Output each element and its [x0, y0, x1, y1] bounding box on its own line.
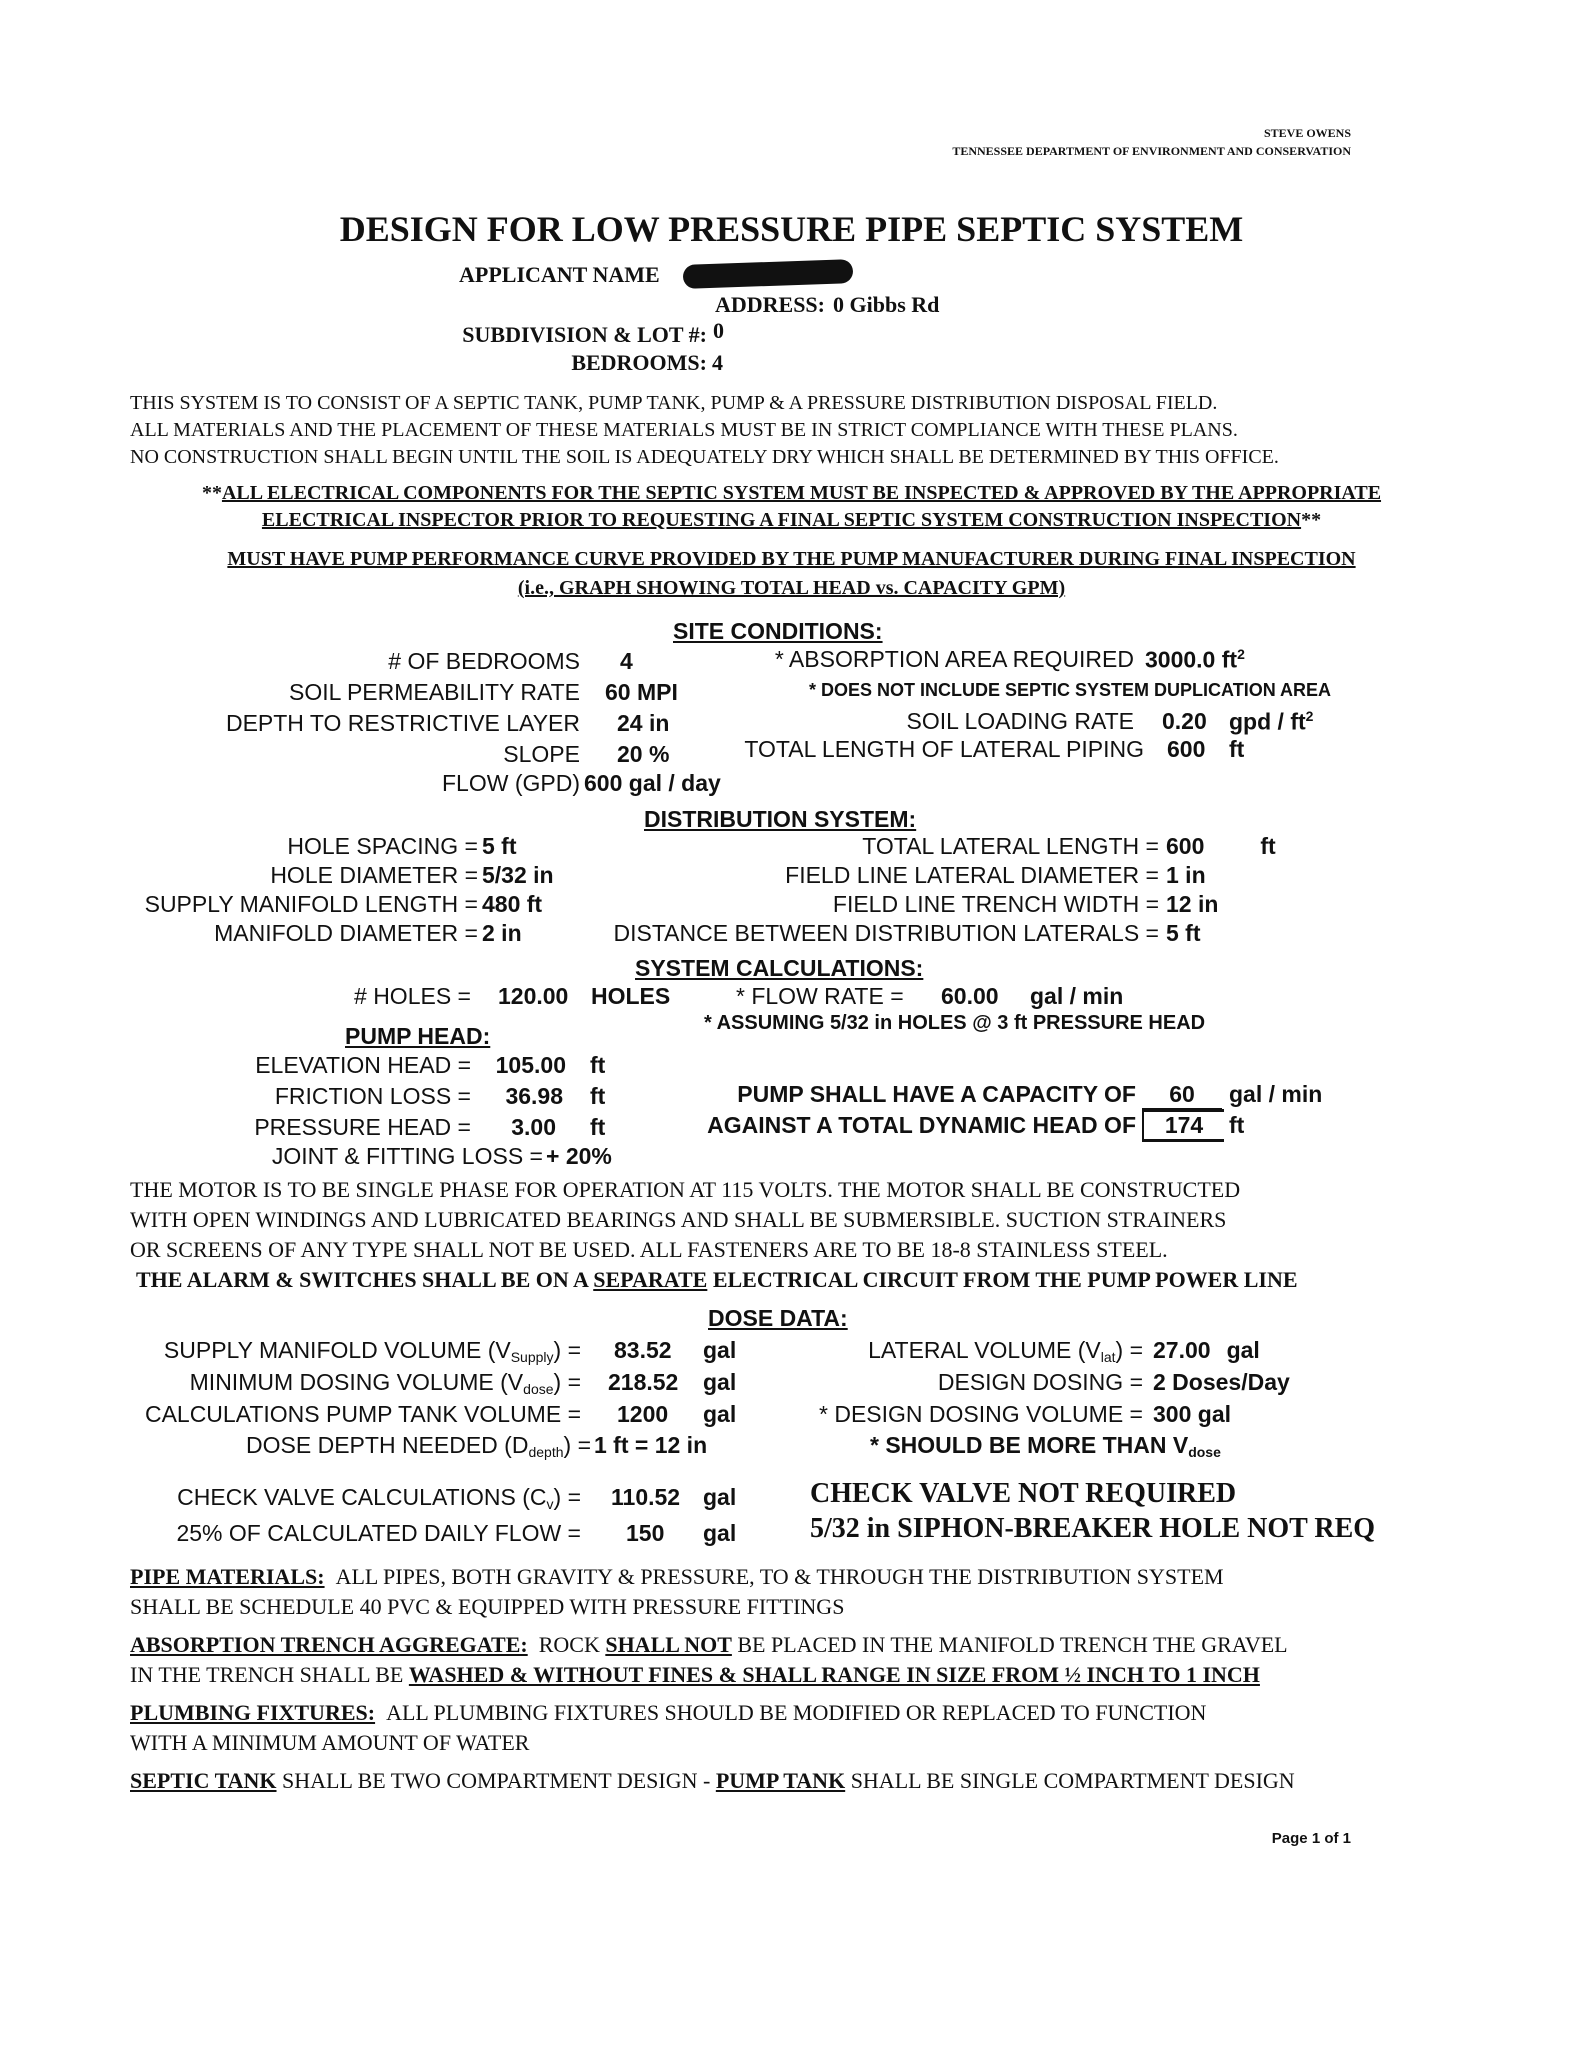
- manifold-diameter-value: 2 in: [482, 920, 522, 946]
- friction-loss-value: 36.98: [505, 1083, 563, 1109]
- trench-width-label: FIELD LINE TRENCH WIDTH =: [832, 891, 1159, 917]
- flow-rate-value: 60.00: [941, 983, 999, 1009]
- distribution-values-left: [482, 832, 554, 948]
- pump-head-units: [590, 1050, 605, 1143]
- hole-diameter-value: 5/32 in: [482, 862, 554, 888]
- lateral-piping-value: 600: [1167, 736, 1206, 762]
- pressure-head-label: PRESSURE HEAD =: [254, 1114, 471, 1140]
- check-valve-calc-value: 110.52: [611, 1484, 681, 1510]
- flow-value: 600 gal / day: [584, 770, 721, 796]
- plumbing-line2: WITH A MINIMUM AMOUNT OF WATER: [130, 1730, 530, 1755]
- official-name: STEVE OWENS: [1263, 126, 1351, 140]
- aggregate-line1: ABSORPTION TRENCH AGGREGATE: ROCK SHALL NOT BE PLACED IN THE MANIFOLD TRENCH THE GRAVEL: [130, 1632, 1288, 1657]
- supply-volume-unit: gal: [703, 1337, 737, 1363]
- electrical-notice-line2: ELECTRICAL INSPECTOR PRIOR TO REQUESTING A FINAL SEPTIC SYSTEM CONSTRUCTION INSPECTION**: [261, 509, 1322, 531]
- siphon-breaker-result: 5/32 in SIPHON-BREAKER HOLE NOT REQ: [810, 1513, 1376, 1544]
- hole-spacing-label: HOLE SPACING =: [287, 833, 478, 859]
- distribution-labels-right: [614, 832, 1160, 948]
- lateral-piping-label: TOTAL LENGTH OF LATERAL PIPING: [744, 736, 1144, 762]
- dose-depth-label: DOSE DEPTH NEEDED $(D_{depth})$ =: [246, 1432, 591, 1460]
- daily-flow-label: 25% OF CALCULATED DAILY FLOW =: [176, 1520, 581, 1546]
- manifold-diameter-label: MANIFOLD DIAMETER =: [214, 920, 478, 946]
- capacity-label: PUMP SHALL HAVE A CAPACITY OF: [737, 1081, 1136, 1107]
- bedrooms-label: BEDROOMS:: [571, 350, 707, 375]
- hole-spacing-value: 5 ft: [482, 833, 517, 859]
- lateral-piping-unit: ft: [1229, 736, 1245, 762]
- applicant-name-label: APPLICANT NAME: [459, 262, 660, 287]
- lateral-diameter-label: FIELD LINE LATERAL DIAMETER =: [785, 862, 1159, 888]
- supply-volume-value: 83.52: [614, 1337, 672, 1363]
- manifold-length-label: SUPPLY MANIFOLD LENGTH =: [144, 891, 478, 917]
- alarm-notice: THE ALARM & SWITCHES SHALL BE ON A SEPARATE ELECTRICAL CIRCUIT FROM THE PUMP POWER LINE: [136, 1267, 1298, 1292]
- restrictive-depth-label: DEPTH TO RESTRICTIVE LAYER: [225, 710, 580, 736]
- pump-tank-volume-value: 1200: [617, 1401, 669, 1427]
- motor-line: OR SCREENS OF ANY TYPE SHALL NOT BE USED. ALL FASTENERS ARE TO BE 18-8 STAINLESS STEEL.: [130, 1237, 1168, 1262]
- tank-design-line: SEPTIC TANK SHALL BE TWO COMPARTMENT DESIGN - PUMP TANK SHALL BE SINGLE COMPARTMENT DESIGN: [130, 1768, 1295, 1793]
- duplication-note: * DOES NOT INCLUDE SEPTIC SYSTEM DUPLICATION AREA: [809, 680, 1332, 700]
- flow-rate-label: * FLOW RATE =: [736, 983, 904, 1009]
- holes-label: # HOLES =: [354, 983, 471, 1009]
- pump-head-values: [496, 1050, 566, 1143]
- min-dosing-value: 218.52: [608, 1369, 679, 1395]
- soil-permeability-label: SOIL PERMEABILITY RATE: [289, 679, 580, 705]
- distribution-heading: DISTRIBUTION SYSTEM:: [644, 806, 917, 832]
- aggregate-line2: IN THE TRENCH SHALL BE WASHED & WITHOUT FINES & SHALL RANGE IN SIZE FROM ½ INCH TO 1 INCH: [130, 1662, 1260, 1687]
- intro-line: ALL MATERIALS AND THE PLACEMENT OF THESE MATERIALS MUST BE IN STRICT COMPLIANCE WITH THESE PLANS.: [130, 419, 1238, 441]
- capacity-value: 60: [1142, 1081, 1222, 1111]
- system-calc-heading: SYSTEM CALCULATIONS:: [635, 955, 924, 981]
- should-exceed-note: * SHOULD BE MORE THAN $V_{dose}$: [870, 1432, 1221, 1460]
- motor-line: THE MOTOR IS TO BE SINGLE PHASE FOR OPERATION AT 115 VOLTS. THE MOTOR SHALL BE CONSTRUCTED: [130, 1177, 1241, 1202]
- page-number: Page 1 of 1: [1271, 1830, 1351, 1847]
- pump-head-labels: [254, 1050, 471, 1143]
- min-dosing-unit: gal: [703, 1369, 737, 1395]
- soil-loading-unit: gpd / $ft^2$: [1229, 708, 1314, 735]
- distribution-values-right: [1166, 832, 1276, 948]
- lateral-distance-value: 5 ft: [1166, 920, 1201, 946]
- holes-value: 120.00: [498, 983, 569, 1009]
- design-dosing-value: 2 Doses/Day: [1153, 1369, 1290, 1395]
- page-title: DESIGN FOR LOW PRESSURE PIPE SEPTIC SYSTEM: [339, 209, 1244, 249]
- min-dosing-label: MINIMUM DOSING VOLUME $(V_{dose})$ =: [189, 1369, 581, 1397]
- total-lateral-label: TOTAL LATERAL LENGTH =: [862, 833, 1159, 859]
- dose-depth-value: 1 ft = 12 in: [594, 1432, 708, 1458]
- soil-loading-value: 0.20: [1162, 708, 1207, 734]
- bedrooms-value: 4: [712, 350, 723, 375]
- elevation-head-label: ELEVATION HEAD =: [255, 1052, 471, 1078]
- site-labels-left: [226, 646, 580, 770]
- joint-loss-label: JOINT & FITTING LOSS =: [271, 1143, 543, 1169]
- plumbing-line1: PLUMBING FIXTURES: ALL PLUMBING FIXTURES SHOULD BE MODIFIED OR REPLACED TO FUNCTION: [130, 1700, 1207, 1725]
- pressure-head-value: 3.00: [511, 1114, 556, 1140]
- lateral-volume-label: LATERAL VOLUME $(V_{lat})$ =: [868, 1337, 1143, 1365]
- pump-tank-volume-label: CALCULATIONS PUMP TANK VOLUME =: [144, 1401, 581, 1427]
- pump-curve-note: (i.e., GRAPH SHOWING TOTAL HEAD vs. CAPACITY GPM): [517, 577, 1066, 599]
- pipe-materials-line1: PIPE MATERIALS: ALL PIPES, BOTH GRAVITY & PRESSURE, TO & THROUGH THE DISTRIBUTION SYSTEM: [130, 1564, 1224, 1589]
- manifold-length-value: 480 ft: [482, 891, 543, 917]
- address-label: ADDRESS:: [714, 292, 825, 317]
- distribution-labels-left: [145, 832, 478, 948]
- tdh-unit: ft: [1229, 1112, 1245, 1138]
- lateral-diameter-value: 1 in: [1166, 862, 1206, 888]
- electrical-notice-line1: **ALL ELECTRICAL COMPONENTS FOR THE SEPTIC SYSTEM MUST BE INSPECTED & APPROVED BY THE APPROPRIATE: [201, 482, 1382, 504]
- tdh-label: AGAINST A TOTAL DYNAMIC HEAD OF: [707, 1112, 1136, 1138]
- intro-line: THIS SYSTEM IS TO CONSIST OF A SEPTIC TANK, PUMP TANK, PUMP & A PRESSURE DISTRIBUTION DISPOSAL FIELD.: [130, 392, 1218, 414]
- motor-line: WITH OPEN WINDINGS AND LUBRICATED BEARINGS AND SHALL BE SUBMERSIBLE. SUCTION STRAINERS: [130, 1207, 1227, 1232]
- trench-width-value: 12 in: [1166, 891, 1219, 917]
- slope-value: 20 %: [617, 741, 670, 767]
- dose-data-heading: DOSE DATA:: [708, 1305, 848, 1331]
- department-name: TENNESSEE DEPARTMENT OF ENVIRONMENT AND CONSERVATION: [952, 144, 1351, 158]
- check-valve-calc-label: CHECK VALVE CALCULATIONS $(C_v)$ =: [177, 1484, 581, 1512]
- bedrooms-count-label: # OF BEDROOMS: [388, 648, 580, 674]
- pump-head-heading: PUMP HEAD:: [345, 1023, 491, 1049]
- friction-loss-label: FRICTION LOSS =: [274, 1083, 471, 1109]
- holes-unit: HOLES: [591, 983, 671, 1009]
- pump-tank-volume-unit: gal: [703, 1401, 737, 1427]
- supply-volume-label: SUPPLY MANIFOLD VOLUME $(V_{Supply})$ =: [163, 1337, 581, 1365]
- lateral-distance-label: DISTANCE BETWEEN DISTRIBUTION LATERALS =: [613, 920, 1159, 946]
- tdh-value: 174: [1142, 1109, 1224, 1142]
- absorption-area-label: * ABSORPTION AREA REQUIRED: [774, 646, 1134, 672]
- hole-diameter-label: HOLE DIAMETER =: [270, 862, 478, 888]
- pressure-head-unit: ft: [590, 1114, 606, 1140]
- intro-line: NO CONSTRUCTION SHALL BEGIN UNTIL THE SOIL IS ADEQUATELY DRY WHICH SHALL BE DETERMINED BY THIS OFFICE.: [130, 446, 1279, 468]
- redaction-bar: [683, 259, 854, 289]
- absorption-area-value: 3000.0 $ft^2$: [1145, 646, 1245, 673]
- subdivision-value: 0: [713, 318, 724, 343]
- flow-assumption-note: * ASSUMING 5/32 in HOLES @ 3 ft PRESSURE HEAD: [704, 1012, 1206, 1034]
- elevation-head-value: 105.00: [495, 1052, 566, 1078]
- pipe-materials-line2: SHALL BE SCHEDULE 40 PVC & EQUIPPED WITH PRESSURE FITTINGS: [130, 1594, 845, 1619]
- elevation-head-unit: ft: [590, 1052, 606, 1078]
- restrictive-depth-value: 24 in: [617, 710, 670, 736]
- design-dosing-label: DESIGN DOSING =: [937, 1369, 1143, 1395]
- address-value: 0 Gibbs Rd: [833, 292, 940, 317]
- daily-flow-value: 150: [626, 1520, 665, 1546]
- subdivision-label: SUBDIVISION & LOT #:: [462, 322, 707, 347]
- flow-label: FLOW (GPD): [442, 770, 580, 796]
- capacity-unit: gal / min: [1229, 1081, 1323, 1107]
- daily-flow-unit: gal: [703, 1520, 737, 1546]
- soil-permeability-value: 60 MPI: [605, 679, 678, 705]
- bedrooms-count-value: 4: [620, 648, 633, 674]
- design-volume-value: 300 gal: [1153, 1401, 1231, 1427]
- site-conditions-heading: SITE CONDITIONS:: [673, 618, 883, 644]
- joint-loss-value: + 20%: [546, 1143, 612, 1169]
- total-lateral-value: 600 ft: [1166, 833, 1276, 859]
- lateral-volume-value: 27.00 gal: [1153, 1337, 1260, 1363]
- check-valve-result: CHECK VALVE NOT REQUIRED: [810, 1478, 1237, 1509]
- soil-loading-label: SOIL LOADING RATE: [906, 708, 1134, 734]
- flow-rate-unit: gal / min: [1030, 983, 1124, 1009]
- check-valve-calc-unit: gal: [703, 1484, 737, 1510]
- site-values-left: [605, 646, 678, 770]
- slope-label: SLOPE: [503, 741, 580, 767]
- design-volume-label: * DESIGN DOSING VOLUME =: [819, 1401, 1143, 1427]
- friction-loss-unit: ft: [590, 1083, 606, 1109]
- pump-curve-notice: MUST HAVE PUMP PERFORMANCE CURVE PROVIDED BY THE PUMP MANUFACTURER DURING FINAL INSPECTION: [227, 548, 1356, 570]
